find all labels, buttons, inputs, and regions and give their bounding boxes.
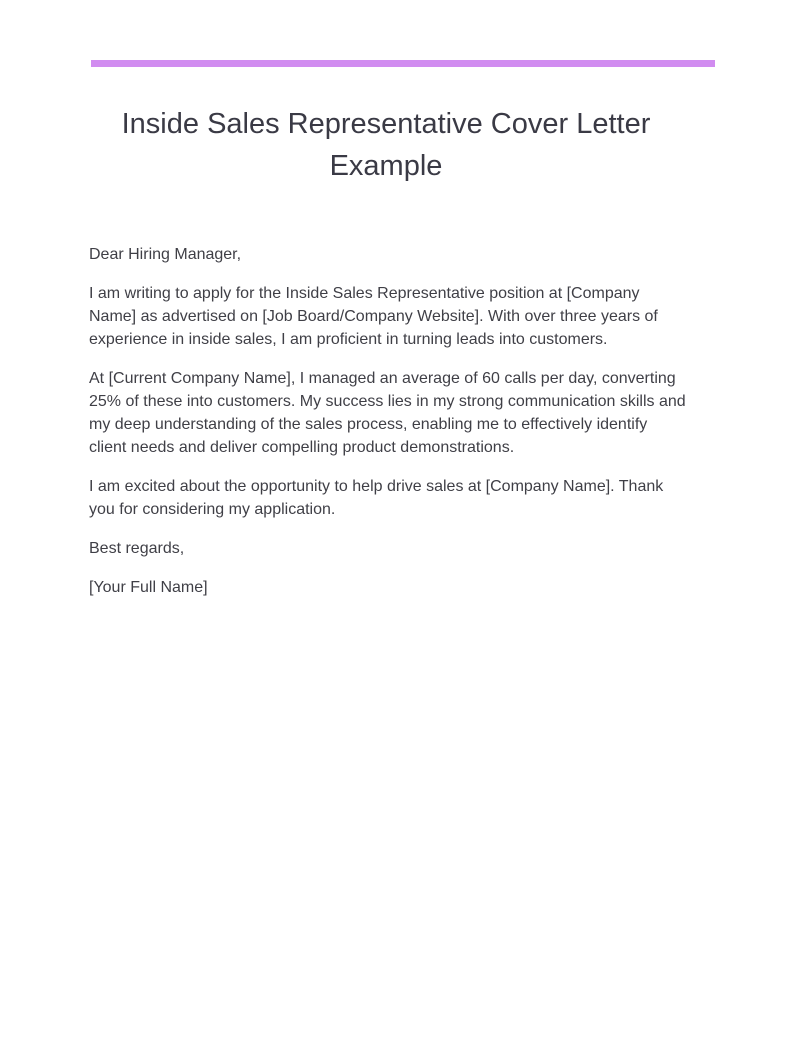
page-title: Inside Sales Representative Cover Letter Example — [121, 108, 651, 182]
letter-body — [89, 243, 689, 615]
paragraph-closing-remarks: I am excited about the opportunity to help drive sales at [Company Name]. Thank you for considering my application. — [89, 478, 664, 518]
signature: [Your Full Name] — [89, 579, 208, 596]
paragraph-intro: I am writing to apply for the Inside Sales Representative position at [Company Name] as advertised on [Job Board/Company Website]. With over three years of experience in inside sales, I am proficient in turning leads into customers. — [89, 285, 658, 348]
closing: Best regards, — [89, 540, 185, 557]
accent-bar — [91, 60, 715, 67]
paragraph-experience: At [Current Company Name], I managed an average of 60 calls per day, converting 25% of these into customers. My success lies in my strong communication skills and my deep understanding of the sales process, enabling me to effectively identify client needs and deliver compelling product demonstrations. — [89, 370, 686, 456]
salutation: Dear Hiring Manager, — [89, 246, 242, 263]
